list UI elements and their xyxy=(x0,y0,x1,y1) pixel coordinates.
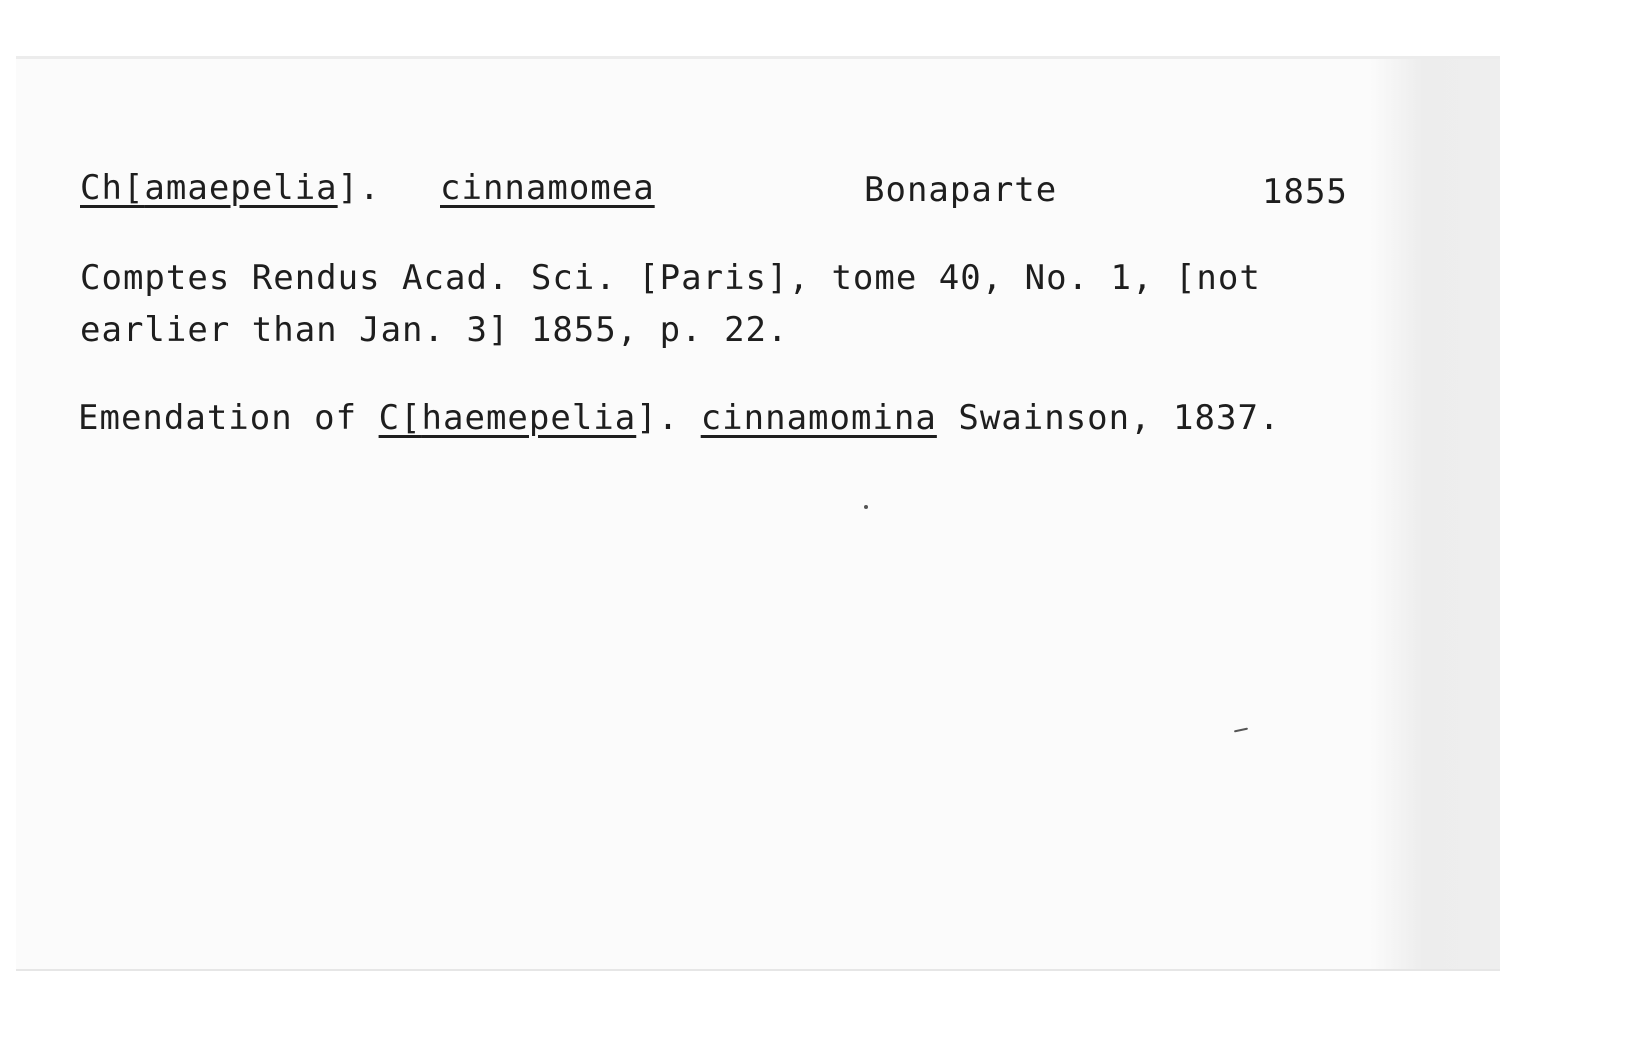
heading-genus-bracketed: amaepelia xyxy=(144,168,338,208)
heading-genus-prefix: Ch[ xyxy=(80,168,145,208)
note-genus-prefix: C[ xyxy=(378,398,422,438)
heading-genus xyxy=(80,168,381,208)
index-card xyxy=(16,56,1500,971)
scan-speck xyxy=(864,505,868,509)
scan-speck xyxy=(1234,728,1248,733)
heading-author: Bonaparte xyxy=(864,170,1058,210)
note-prefix: Emendation of xyxy=(78,398,358,438)
citation-line-2: earlier than Jan. 3] 1855, p. 22. xyxy=(80,310,789,350)
heading-year: 1855 xyxy=(1262,172,1348,212)
note-genus-bracketed: haemepelia xyxy=(421,398,637,438)
note-species: cinnamomina xyxy=(700,398,937,438)
heading-genus-close: ]. xyxy=(337,168,381,208)
note-genus-close: ]. xyxy=(636,398,680,438)
citation-line-1: Comptes Rendus Acad. Sci. [Paris], tome 40, No. 1, [not xyxy=(80,258,1261,298)
note-suffix: Swainson, 1837. xyxy=(958,398,1281,438)
note-line xyxy=(78,398,1281,438)
card-edge-shadow xyxy=(1370,59,1500,969)
heading-species: cinnamomea xyxy=(440,168,655,208)
